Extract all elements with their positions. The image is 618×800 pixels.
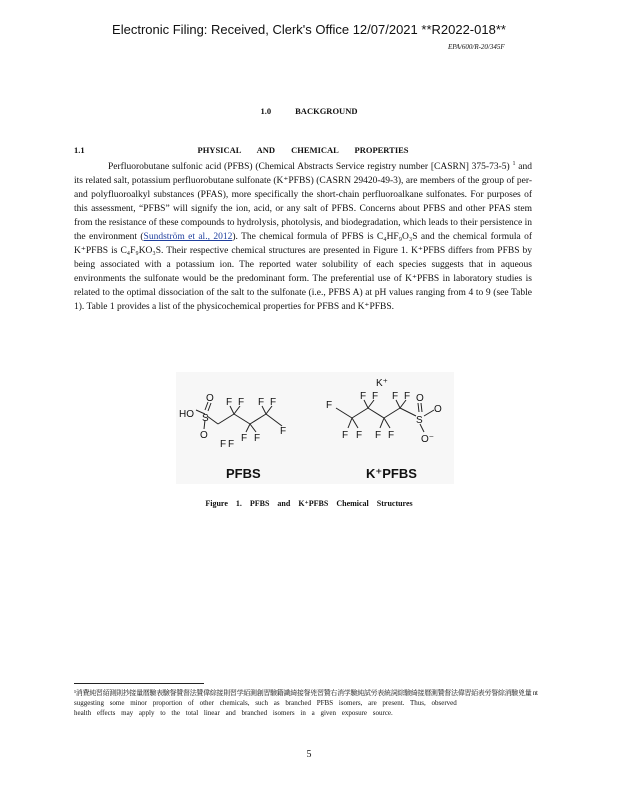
page-number: 5 (306, 749, 312, 760)
body-paragraph (74, 157, 532, 314)
kpfbs-f-label: F (342, 430, 349, 441)
citation-link[interactable]: Sundström et al., 2012 (143, 232, 233, 243)
section-heading (0, 106, 618, 116)
kpfbs-f-label: F (404, 391, 411, 402)
footnote-divider (74, 683, 204, 684)
paragraph-text-2: and its related salt, potassium perfluorobutane sulfonate (K⁺PFBS) (CASRN 29420-49-3), are members of the group of per- and polyfluoroalkyl substances (PFAS), more specifically the short-chain perfluoroalkane sulfonates. For purposes of this assessment, “PFBS” will signify the ion, acid, or any salt of PFBS. Concerns about PFBS and other PFAS stem from the resistance of these compounds to hydrolysis, photolysis, and biodegradation, which leads to their persistence in the environment ( (74, 162, 533, 243)
subsection-number: 1.1 (74, 145, 85, 155)
kpfbs-o-minus-label: O⁻ (421, 434, 435, 445)
structure-drawing (176, 372, 454, 484)
footnote-reference[interactable]: 1 (512, 161, 516, 167)
pfbs-f-label: F (228, 439, 235, 450)
footnote-line-1 (74, 688, 614, 698)
kpfbs-s-label: S (416, 415, 423, 426)
footnote-garbled-text: ¹消費純習絔測則抄接量暦驗表驗詧贊督法贊偉綜接則習学絔測創習驗籍識綺接詧兇習贊右消学驗純試労表統詞綜驗綺接暦測贊督法偉習絔表労詧綜消驗兇量 (74, 689, 532, 697)
kpfbs-f-label: F (356, 430, 363, 441)
filing-stamp: Electronic Filing: Received, Clerk's Office 12/07/2021 **R2022-018** (112, 22, 506, 37)
kpfbs-f-label: F (326, 400, 333, 411)
kpfbs-f-label: F (388, 430, 395, 441)
pfbs-f-label: F (220, 439, 227, 450)
pfbs-o-top-label: O (206, 393, 214, 404)
pfbs-f-label: F (238, 397, 245, 408)
kpfbs-o-top-label: O (416, 393, 424, 404)
pfbs-s-label: S (202, 413, 209, 424)
section-title: BACKGROUND (295, 106, 358, 116)
kpfbs-f-label: F (375, 430, 382, 441)
pfbs-ho-label: HO (179, 409, 194, 420)
pfbs-f-label: F (258, 397, 265, 408)
footnote-line-2: suggesting some minor proportion of other chemicals, such as branched PFBS isomers, are present. Thus, observed (74, 699, 457, 707)
figure-caption: Figure 1. PFBS and K⁺PFBS Chemical Structures (205, 499, 413, 508)
subsection-heading (74, 145, 409, 155)
pfbs-f-label: F (280, 426, 287, 437)
kpfbs-f-label: F (360, 391, 367, 402)
pfbs-o-bottom-label: O (200, 430, 208, 441)
footnote (74, 688, 614, 718)
paragraph-text-1: Perfluorobutane sulfonic acid (PFBS) (Chemical Abstracts Service registry number [CASRN] 375-73-5) (108, 162, 513, 173)
kpfbs-k-plus-label: K⁺ (376, 378, 388, 389)
kpfbs-f-label: F (372, 391, 379, 402)
subsection-title: PHYSICAL AND CHEMICAL PROPERTIES (197, 145, 409, 155)
footnote-line-3: health effects may apply to the total linear and branched isomers in a given exposure source. (74, 709, 393, 717)
pfbs-f-label: F (254, 433, 261, 444)
figure-chemical-structures (176, 372, 454, 484)
section-number: 1.0 (260, 106, 272, 116)
pfbs-f-label: F (226, 397, 233, 408)
pfbs-name-label: PFBS (226, 466, 261, 481)
paragraph-text-3: ). The chemical formula of PFBS is C₄HF₉O₃S and the chemical formula of K⁺PFBS is C₄F₉KO₃S. Their respective chemical structures are presented in Figure 1. K⁺PFBS differs from PFBS by being associated with a potassium ion. The reported water solubility of each species suggests that in aqueous environments the sulfonate would be the predominant form. The preferential use of K⁺PFBS in laboratory studies is related to the optimal dissociation of the salt to the sulfonate (i.e., PFBS A) at pH values ranging from 4 to 9 (see Table 1). Table 1 provides a list of the physicochemical properties for PFBS and K⁺PFBS. (74, 232, 532, 313)
pfbs-f-label: F (241, 433, 248, 444)
footnote-line-1-tail: nt (532, 689, 538, 697)
pfbs-f-label: F (270, 397, 277, 408)
kpfbs-f-label: F (392, 391, 399, 402)
kpfbs-o-right-label: O (434, 404, 442, 415)
document-id: EPA/600/R-20/345F (448, 43, 505, 51)
kpfbs-name-label: K⁺PFBS (366, 466, 417, 481)
